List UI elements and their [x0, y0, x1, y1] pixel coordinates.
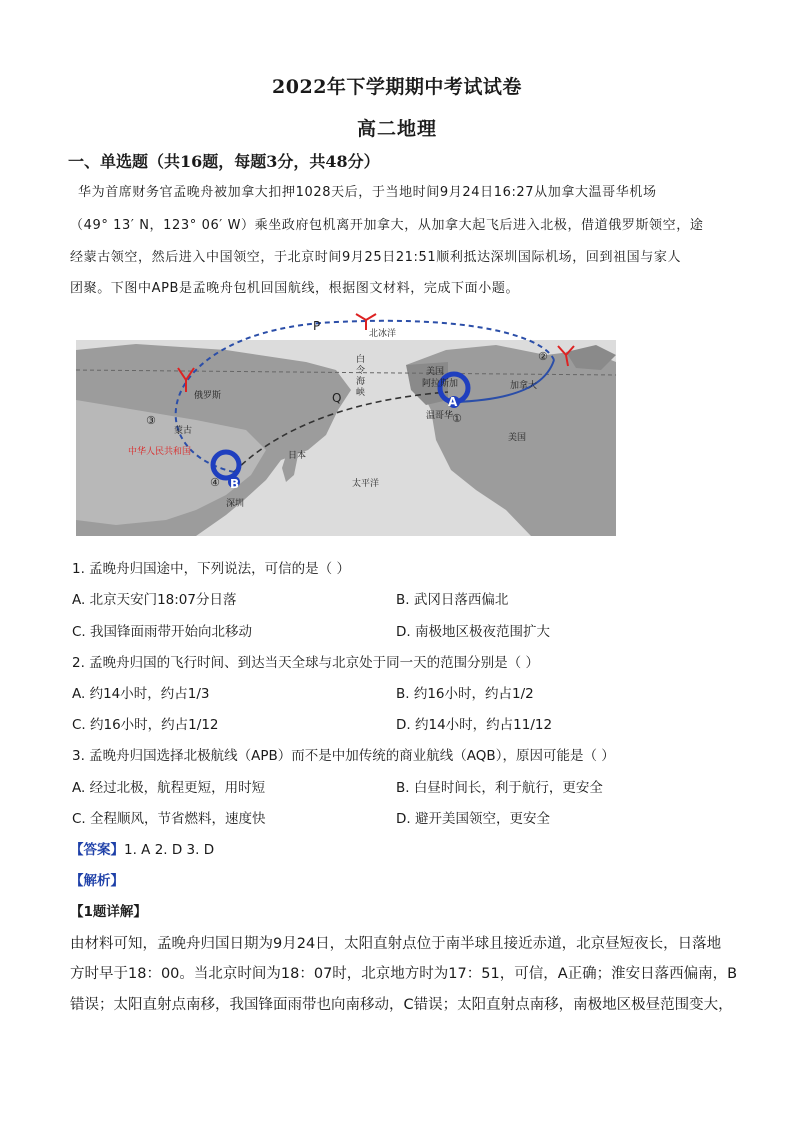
canada-label: 加拿大 [510, 381, 538, 391]
answer-label: 【答案】 [70, 842, 124, 858]
explanation-line: 方时早于18：00。当北京时间为18：07时，北京地方时为17：51，可信，A正确；淮安日落西偏南，B [70, 966, 738, 982]
option-d[interactable]: D. 南极地区极夜范围扩大 [396, 624, 550, 640]
option-c[interactable]: C. 约16小时，约占1/12 [72, 717, 219, 733]
analysis-label: 【解析】 [70, 873, 124, 889]
intro-line: 经蒙古领空，然后进入中国领空，于北京时间9月25日21:51顺利抵达深圳国际机场，回到祖国与家人 [70, 250, 682, 265]
point-A-label: A [448, 395, 458, 409]
option-c[interactable]: C. 全程顺风，节省燃料，速度快 [72, 811, 266, 827]
marker-4: ④ [210, 476, 220, 489]
flight-route-map [76, 310, 616, 536]
intro-line: （49° 13′ N，123° 06′ W）乘坐政府包机离开加拿大，从加拿大起飞后进入北极，借道俄罗斯领空，途 [70, 218, 704, 233]
bering-label: 海 [356, 377, 366, 387]
exam-subtitle: 高二地理 [356, 118, 437, 140]
arctic-label: 北冰洋 [369, 329, 397, 339]
route-Q-label: Q [332, 391, 342, 405]
bering-label: 峡 [356, 388, 366, 398]
option-b[interactable]: B. 白昼时间长，利于航行，更安全 [396, 780, 603, 796]
exam-title: 2022年下学期期中考试试卷 [272, 76, 522, 98]
marker-2: ② [538, 350, 548, 363]
route-P-label: P [313, 319, 321, 333]
option-d[interactable]: D. 避开美国领空，更安全 [396, 811, 550, 827]
answer-line [70, 838, 214, 858]
explanation-line: 由材料可知，孟晚舟归国日期为9月24日，太阳直射点位于南半球且接近赤道，北京昼短夜长，日落地 [70, 936, 722, 952]
pacific-label: 太平洋 [352, 479, 380, 489]
marker-1: ① [452, 412, 462, 425]
answer-text: 1. A 2. D 3. D [124, 842, 215, 858]
explanation-line: 错误；太阳直射点南移，我国锋面雨带也向南移动，C错误；太阳直射点南移，南极地区极昼范围变大， [70, 997, 733, 1013]
vancouver-label: 温哥华 [426, 411, 454, 421]
option-b[interactable]: B. 武冈日落西偏北 [396, 592, 509, 608]
option-a[interactable]: A. 北京天安门18:07分日落 [72, 592, 237, 608]
option-b[interactable]: B. 约16小时，约占1/2 [396, 686, 534, 702]
option-c[interactable]: C. 我国锋面雨带开始向北移动 [72, 624, 253, 640]
marker-3: ③ [146, 414, 156, 427]
alaska-label: 阿拉斯加 [422, 379, 459, 389]
china-label: 中华人民共和国 [128, 447, 192, 457]
intro-line: 团聚。下图中APB是孟晚舟包机回国航线，根据图文材料，完成下面小题。 [70, 281, 520, 296]
bering-label: 白 [356, 355, 366, 365]
question-stem: 3. 孟晚舟归国选择北极航线（APB）而不是中加传统的商业航线（AQB），原因可能是（ ） [72, 748, 615, 764]
usa-label: 美国 [508, 433, 527, 443]
point-B-label: B [230, 477, 240, 491]
shenzhen-label: 深圳 [226, 499, 245, 509]
detail-label: 【1题详解】 [70, 904, 147, 920]
japan-label: 日本 [288, 451, 307, 461]
mongolia-label: 蒙古 [174, 426, 193, 436]
question-stem: 1. 孟晚舟归国途中，下列说法，可信的是（ ） [72, 561, 350, 577]
option-a[interactable]: A. 经过北极，航程更短，用时短 [72, 780, 266, 796]
option-d[interactable]: D. 约14小时，约占11/12 [396, 717, 553, 733]
russia-label: 俄罗斯 [194, 391, 222, 401]
bering-label: 令 [356, 366, 366, 376]
intro-line: 华为首席财务官孟晚舟被加拿大扣押1028天后，于当地时间9月24日16:27从加拿大温哥华机场 [78, 185, 657, 200]
question-stem: 2. 孟晚舟归国的飞行时间、到达当天全球与北京处于同一天的范围分别是（ ） [72, 655, 539, 671]
alaska-label: 美国 [426, 367, 445, 377]
option-a[interactable]: A. 约14小时，约占1/3 [72, 686, 210, 702]
section-heading: 一、单选题（共16题，每题3分，共48分） [68, 152, 380, 171]
